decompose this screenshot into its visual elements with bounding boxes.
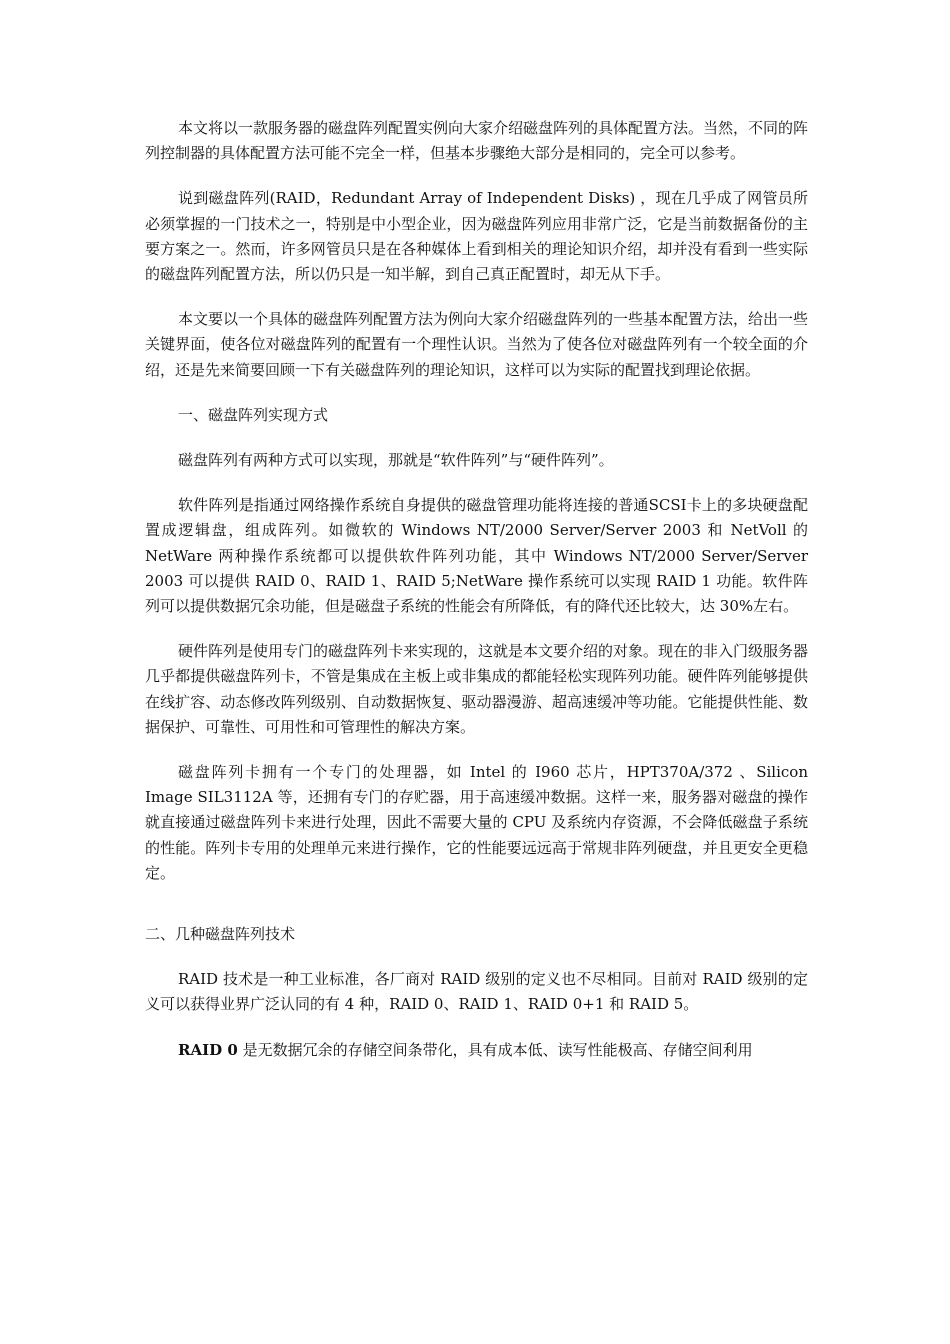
paragraph-purpose: 本文要以一个具体的磁盘阵列配置方法为例向大家介绍磁盘阵列的一些基本配置方法，给出一些关键界面，使各位对磁盘阵列的配置有一个理性认识。当然为了使各位对磁盘阵列有一个较全面的介绍，还是先来简要回顾一下有关磁盘阵列的理论知识，这样可以为实际的配置找到理论依据。 (145, 310, 809, 379)
section-heading-implementation: 一、磁盘阵列实现方式 (178, 405, 329, 424)
paragraph-raid-levels: RAID 技术是一种工业标准，各厂商对 RAID 级别的定义也不尽相同。目前对 RAID 级别的定义可以获得业界广泛认同的有 4 种，RAID 0、RAID 1、RAID 0+1 和 RAID 5。 (145, 970, 808, 1014)
paragraph-software-array: 软件阵列是指通过网络操作系统自身提供的磁盘管理功能将连接的普通SCSI卡上的多块硬盘配置成逻辑盘，组成阵列。如微软的 Windows NT/2000 Server/Server 2003 和 NetVoll 的 NetWare 两种操作系统都可以提供软件阵列功能，其中 Windows NT/2000 Server/Server 2003 可以提供 RAID 0、RAID 1、RAID 5;NetWare 操作系统可以实现 RAID 1 功能。软件阵列可以提供数据冗余功能，但是磁盘子系统的性能会有所降低，有的降代还比较大，达 30%左右。 (145, 496, 808, 616)
paragraph-raid-definition: 说到磁盘阵列(RAID，Redundant Array of Independent Disks) ，现在几乎成了网管员所必须掌握的一门技术之一，特别是中小型企业，因为磁盘阵列应用非常广泛，它是当前数据备份的主要方案之一。然而，许多网管员只是在各种媒体上看到相关的理论知识介绍，却并没有看到一些实际的磁盘阵列配置方法，所以仍只是一知半解，到自己真正配置时，却无从下手。 (145, 189, 808, 284)
paragraph-two-methods: 磁盘阵列有两种方式可以实现，那就是“软件阵列”与“硬件阵列”。 (178, 451, 614, 470)
raid0-description: 是无数据冗余的存储空间条带化，具有成本低、读写性能极高、存储空间利用 (237, 1040, 753, 1059)
section-heading-techniques: 二、几种磁盘阵列技术 (145, 925, 296, 944)
paragraph-raid-card: 磁盘阵列卡拥有一个专门的处理器，如 Intel 的 I960 芯片，HPT370A/372 、Silicon Image SIL3112A 等，还拥有专门的存贮器，用于高速缓冲数据。这样一来，服务器对磁盘的操作就直接通过磁盘阵列卡来进行处理，因此不需要大量的 CPU 及系统内存资源，不会降低磁盘子系统的性能。阵列卡专用的处理单元来进行操作，它的性能要远远高于常规非阵列硬盘，并且更安全更稳定。 (145, 763, 808, 882)
document-page (145, 116, 808, 1063)
raid0-label: RAID 0 (178, 1040, 238, 1059)
paragraph-raid0 (145, 1038, 808, 1063)
paragraph-intro: 本文将以一款服务器的磁盘阵列配置实例向大家介绍磁盘阵列的具体配置方法。当然，不同的阵列控制器的具体配置方法可能不完全一样，但基本步骤绝大部分是相同的，完全可以参考。 (145, 119, 809, 163)
paragraph-hardware-array: 硬件阵列是使用专门的磁盘阵列卡来实现的，这就是本文要介绍的对象。现在的非入门级服务器几乎都提供磁盘阵列卡，不管是集成在主板上或非集成的都能轻松实现阵列功能。硬件阵列能够提供在线扩容、动态修改阵列级别、自动数据恢复、驱动器漫游、超高速缓冲等功能。它能提供性能、数据保护、可靠性、可用性和可管理性的解决方案。 (145, 642, 809, 736)
